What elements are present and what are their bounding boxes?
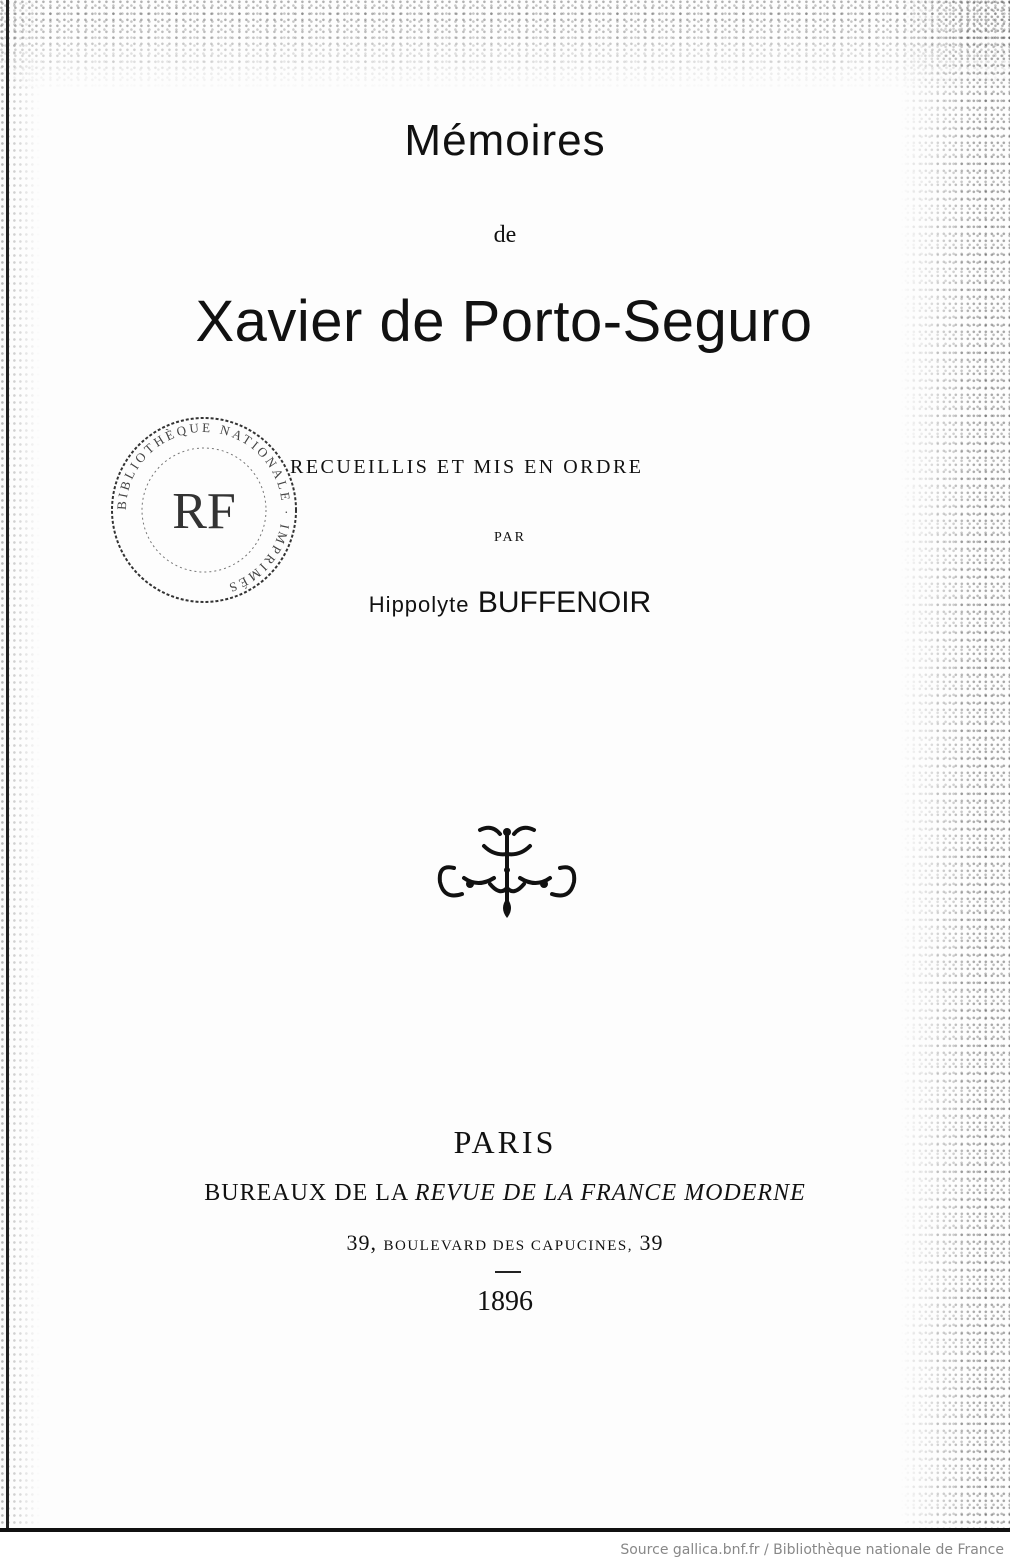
- imprint-address: [0, 1230, 1010, 1256]
- divider-dash: [495, 1271, 521, 1273]
- stamp-monogram: RF: [172, 483, 236, 540]
- author-last-name: BUFFENOIR: [477, 586, 652, 619]
- source-credit: Source gallica.bnf.fr / Bibliothèque nationale de France: [620, 1542, 1004, 1558]
- footer-bar: [0, 1532, 1010, 1566]
- title-name: Xavier de Porto-Seguro: [195, 289, 813, 354]
- par-label: PAR: [494, 530, 526, 545]
- imprint-city: PARIS: [453, 1124, 557, 1160]
- title-de: de: [493, 222, 517, 248]
- address-street: BOULEVARD DES CAPUCINES,: [383, 1238, 633, 1254]
- fleuron-ornament: [434, 818, 580, 920]
- subtitle: RECUEILLIS ET MIS EN ORDRE: [290, 456, 644, 478]
- address-number-right: 39: [639, 1230, 664, 1255]
- author-name: [330, 586, 690, 620]
- address-number-left: 39,: [346, 1230, 377, 1255]
- library-stamp: [104, 410, 304, 610]
- title-memoires: Mémoires: [404, 116, 606, 165]
- publisher-journal: REVUE DE LA FRANCE MODERNE: [414, 1180, 806, 1206]
- page-edge-top: [0, 0, 1010, 90]
- publisher-prefix: BUREAUX DE LA: [204, 1180, 408, 1206]
- stamp-ring-text: BIBLIOTHÈQUE NATIONALE · IMPRIMÉS: [113, 419, 295, 597]
- author-first-name: Hippolyte: [368, 592, 470, 617]
- imprint-year: 1896: [477, 1286, 533, 1317]
- imprint-publisher: [0, 1180, 1010, 1207]
